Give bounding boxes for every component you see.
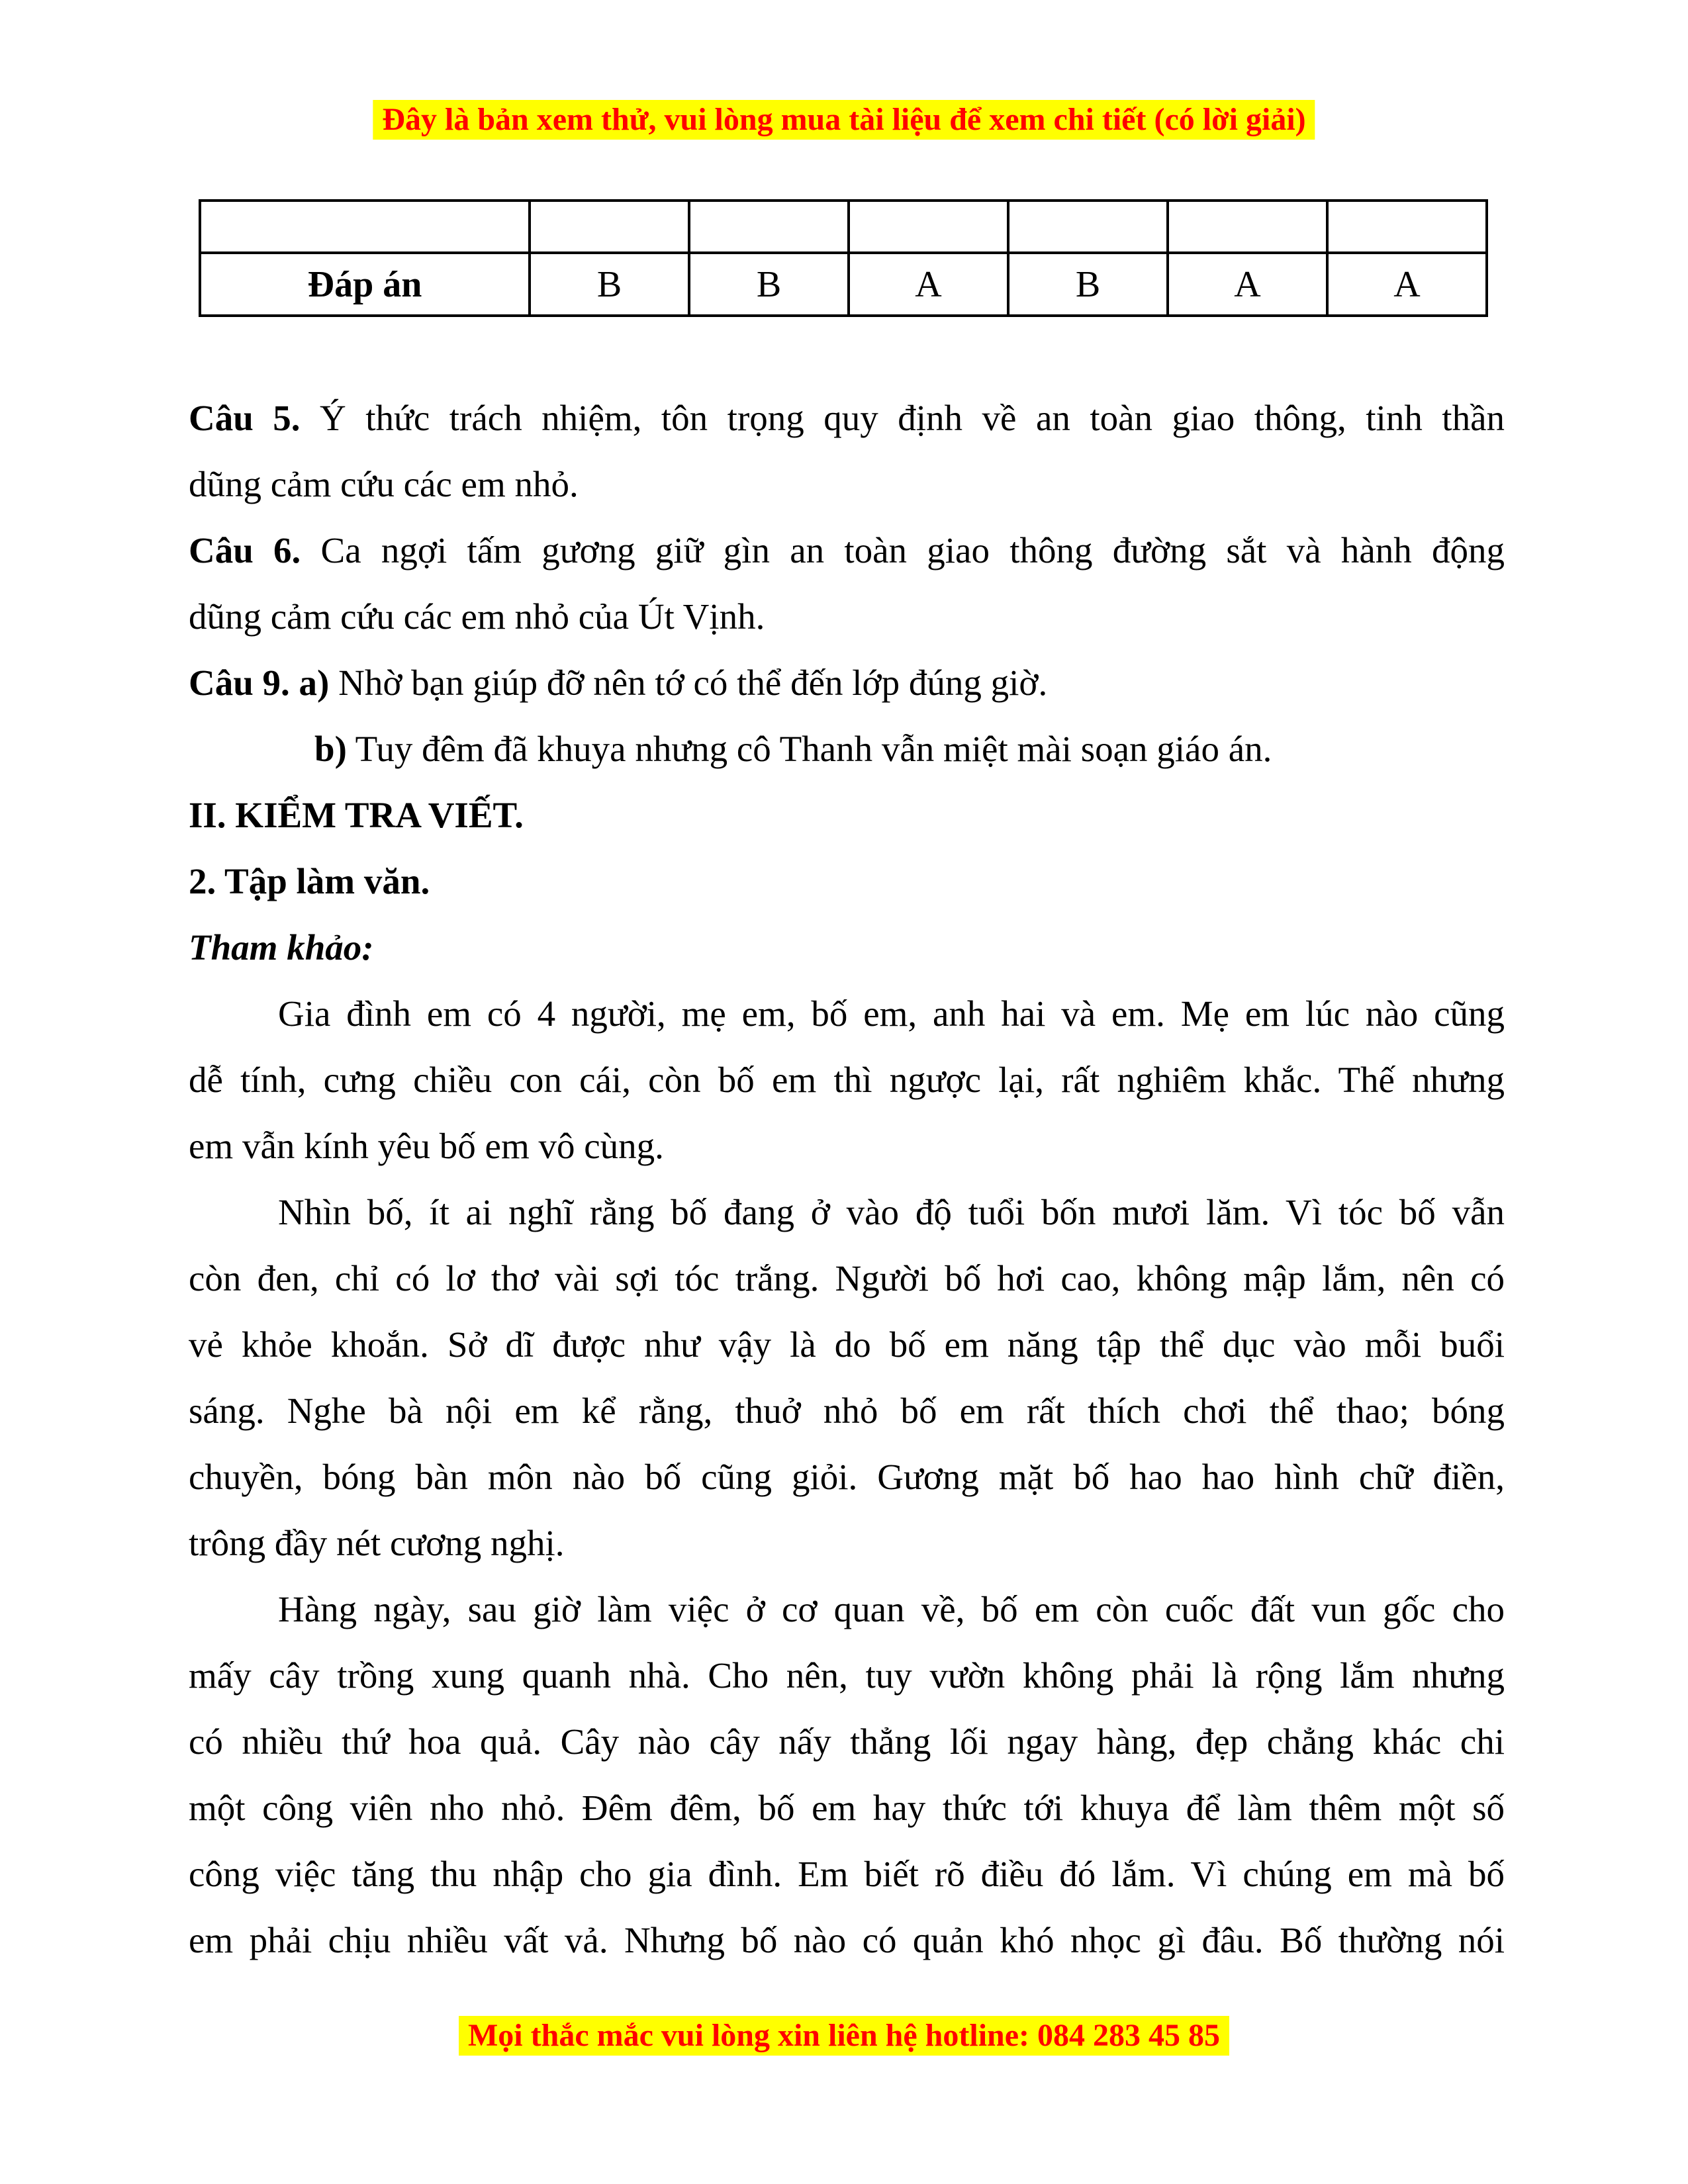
answer-cell-1: B (530, 253, 689, 316)
cau5-line-2: dũng cảm cứu các em nhỏ. (189, 464, 579, 504)
answer-cell-3: A (849, 253, 1008, 316)
cau6-text-1: Ca ngợi tấm gương giữ gìn an toàn giao thông đường sắt và hành động (301, 530, 1505, 570)
cau6-label: Câu 6. (189, 530, 301, 570)
para2-line-5: chuyền, bóng bàn môn nào bố cũng giỏi. Gương mặt bố hao hao hình chữ điền, (189, 1457, 1505, 1497)
answer-table-empty-row (200, 201, 1487, 253)
cau5-line-1 (189, 385, 1505, 451)
para3-line-4: một công viên nho nhỏ. Đêm đêm, bố em hay thức tới khuya để làm thêm một số (189, 1788, 1505, 1828)
cau9-label-a: Câu 9. a) (189, 662, 330, 703)
empty-cell (849, 201, 1008, 253)
answer-cell-5: A (1168, 253, 1327, 316)
subsection-heading: 2. Tập làm văn. (189, 861, 430, 901)
empty-cell (689, 201, 849, 253)
reference-label: Tham khảo: (189, 927, 374, 968)
para2-line-3: vẻ khỏe khoắn. Sở dĩ được như vậy là do bố em năng tập thể dục vào mỗi buổi (189, 1324, 1505, 1365)
answer-row-label: Đáp án (200, 253, 530, 316)
cau9-line-b (189, 716, 1505, 782)
para3-line-3: có nhiều thứ hoa quả. Cây nào cây nấy thẳng lối ngay hàng, đẹp chẳng khác chi (189, 1721, 1505, 1762)
answer-cell-6: A (1327, 253, 1487, 316)
preview-notice-banner: Đây là bản xem thử, vui lòng mua tài liệu để xem chi tiết (có lời giải) (373, 100, 1315, 140)
para3-line-2: mấy cây trồng xung quanh nhà. Cho nên, tuy vườn không phải là rộng lắm nhưng (189, 1655, 1505, 1696)
cau6-line-2: dũng cảm cứu các em nhỏ của Út Vịnh. (189, 596, 765, 637)
cau6-line-1 (189, 518, 1505, 584)
answer-cell-4: B (1008, 253, 1168, 316)
answer-cell-2: B (689, 253, 849, 316)
empty-cell (530, 201, 689, 253)
empty-cell (1327, 201, 1487, 253)
document-body (189, 385, 1505, 1974)
para3-line-6: em phải chịu nhiều vất vả. Nhưng bố nào có quản khó nhọc gì đâu. Bố thường nói (189, 1920, 1505, 1960)
section-heading: II. KIỂM TRA VIẾT. (189, 795, 524, 835)
cau5-text-1: Ý thức trách nhiệm, tôn trọng quy định về an toàn giao thông, tinh thần (300, 398, 1505, 438)
para2-line-1: Nhìn bố, ít ai nghĩ rằng bố đang ở vào độ tuổi bốn mươi lăm. Vì tóc bố vẫn (278, 1192, 1505, 1232)
empty-cell (200, 201, 530, 253)
para2-line-4: sáng. Nghe bà nội em kể rằng, thuở nhỏ bố em rất thích chơi thể thao; bóng (189, 1390, 1505, 1431)
cau5-label: Câu 5. (189, 398, 301, 438)
empty-cell (1168, 201, 1327, 253)
para2-line-6: trông đầy nét cương nghị. (189, 1523, 565, 1563)
answer-table-answer-row (200, 253, 1487, 316)
hotline-notice-banner: Mọi thắc mắc vui lòng xin liên hệ hotline: 084 283 45 85 (459, 2016, 1229, 2056)
para3-line-1: Hàng ngày, sau giờ làm việc ở cơ quan về, bố em còn cuốc đất vun gốc cho (278, 1589, 1505, 1629)
para1-line-2: dễ tính, cưng chiều con cái, còn bố em thì ngược lại, rất nghiêm khắc. Thế nhưng (189, 1060, 1505, 1100)
cau9-text-b: Tuy đêm đã khuya nhưng cô Thanh vẫn miệt mài soạn giáo án. (346, 729, 1272, 769)
para1-line-1: Gia đình em có 4 người, mẹ em, bố em, anh hai và em. Mẹ em lúc nào cũng (278, 993, 1505, 1034)
cau9-label-b: b) (314, 729, 347, 769)
empty-cell (1008, 201, 1168, 253)
para1-line-3: em vẫn kính yêu bố em vô cùng. (189, 1126, 664, 1166)
answer-key-table (199, 199, 1488, 317)
cau9-text-a: Nhờ bạn giúp đỡ nên tớ có thể đến lớp đúng giờ. (329, 662, 1048, 703)
para3-line-5: công việc tăng thu nhập cho gia đình. Em biết rõ điều đó lắm. Vì chúng em mà bố (189, 1854, 1505, 1894)
cau9-line-a (189, 650, 1505, 716)
para2-line-2: còn đen, chỉ có lơ thơ vài sợi tóc trắng. Người bố hơi cao, không mập lắm, nên có (189, 1258, 1505, 1298)
